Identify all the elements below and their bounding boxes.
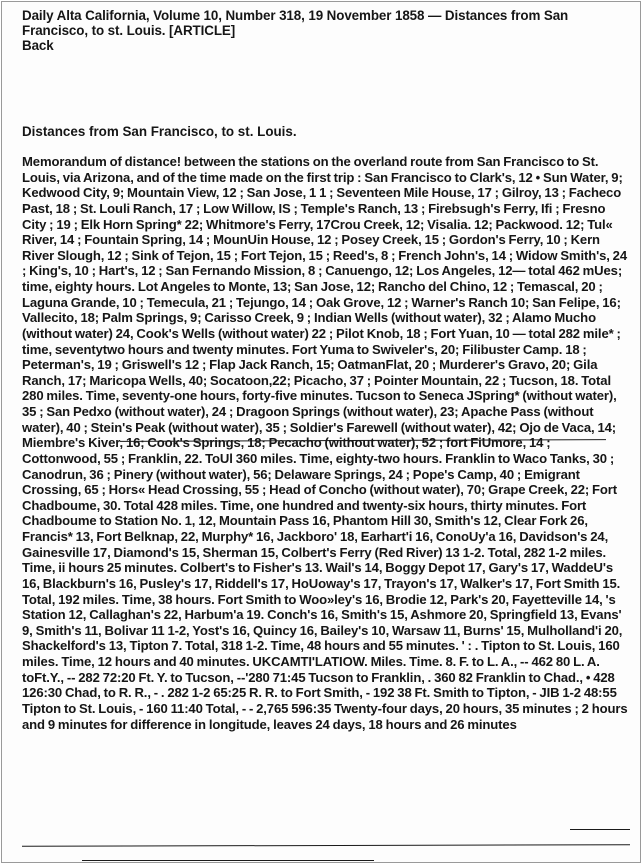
article-paragraph: Memorandum of distance! between the stations on the overland route from San Francisco to St. Louis, via Arizona, and of the time made on the first trip : San Francisco to Clark's, 12 • Sun Water, 9; Kedwood City, 9; Mountain View, 12 ; San Jose, 1 1 ; Seventeen Mile House, 17 ; Gilroy, 13 ; Facheco Past, 18 ; St. Louli Ranch, 17 ; Low Willow, IS ; Temple's Ranch, 13 ; Firebsugh's Ferry, Ifi ; Fresno City ; 19 ; Elk Horn Spring* 22; Whitmore's Ferry, 17Crou Creek, 12; Visalia. 12; Packwood. 12; Tul« River, 14 ; Fountain Spring, 14 ; MounUin House, 12 ; Posey Creek, 15 ; Gordon's Ferry, 10 ; Kern River Slough, 12 ; Sink of Tejon, 15 ; Fort Tejon, 15 ; Reed's, 8 ; French John's, 14 ; Widow Smith's, 24 ; King's, 10 ; Hart's, 12 ; San Fernando Mission, 8 ; Canuengo, 12; Los Angeles, 12— total 462 mUes; time, eighty hours. Lot Angeles to Monte, 13; San Jose, 12; Rancho del Chino, 12 ; Temascal, 20 ; Laguna Grande, 10 ; Temecula, 21 ; Tejungo, 14 ; Oak Grove, 12 ; Warner's Ranch 10; San Felipe, 16; Vallecito, 18; Palm Springs, 9; Carisso Creek, 9 ; Indian Wells (without water), 32 ; Alamo Mucho (without water) 24, Cook's Wells (without water) 22 ; Pilot Knob, 18 ; Fort Yuan, 10 — total 282 mile* ; time, seventytwo hours and twenty minutes. Fort Yuma to Swiveler's, 20; Filibuster Camp. 18 ; Peterman's, 19 ; Griswell's 12 ; Flap Jack Ranch, 15; OatmanFlat, 20 ; Murderer's Gravo, 20; Gila Ranch, 17; Maricopa Wells, 40; Socatoon,22; Picacho, 37 ; Pointer Mountain, 22 ; Tucson, 18. Total 280 miles. Time, seventy-one hours, forty-five minutes. Tucson to Seneca JSpring* (without water), 35 ; San Pedxo (without water), 24 ; Dragoon Springs (without water), 23; Apache Pass (without water), 40 ; Stein's Peak (without water), 35 ; Soldier's Farewell (without water), 42; Ojo de Vaca, 14; Miembre's Kiver, 16; Cook's Springs, 18; Pecacho (without water), 52 ; fort FiUmore, 14 ; Cottonwood, 55 ; Franklin, 22. ToUl 360 miles. Time, eighty-two hours. Franklin to Waco Tanks, 30 ; Canodrun, 36 ; Pinery (without water), 56; Delaware Springs, 24 ; Pope's Camp, 40 ; Emigrant Crossing, 65 ; Hors« Head Crossing, 55 ; Head of Concho (without water), 70; Grape Creek, 22; Fort Chadboume, 30. Total 428 miles. Time, one hundred and twenty-six hours, thirty minutes. Fort Chadboume to Station No. 1, 12, Mountain Pass 16, Phantom Hill 30, Smith's 12, Clear Fork 26, Francis* 13, Fort Belknap, 22, Murphy* 16, Jackboro' 18, Earhart'i 16, ConoUy'a 16, Davidson's 24, Gainesville 17, Diamond's 15, Sherman 15, Colbert's Ferry (Red River) 13 1-2. Total, 282 1-2 miles. Time, ii hours 25 minutes. Colbert's to Fisher's 13. Wail's 14, Boggy Depot 17, Gary's 17, WaddeU's 16, Blackburn's 16, Pusley's 17, Riddell's 17, HoUoway's 17, Trayon's 17, Walker's 17, Fort Smith 15. Total, 192 miles. Time, 38 hours. Fort Smith to Woo»ley's 16, Brodie 12, Park's 20, Fayetteville 14, 's Station 12, Callaghan's 22, Harbum'a 19. Conch's 16, Smith's 15, Ashmore 20, Springfield 13, Evans' 9, Smith's 11, Bolivar 11 1-2, Yost's 16, Quincy 16, Bailey's 10, Warsaw 11, Burns' 15, Mulholland'i 20, Shackelford's 13, Tipton 7. Total, 318 1-2. Time, 48 hours and 55 minutes. ' : . Tipton to St. Louis, 160 miles. Time, 12 hours and 40 minutes. UKCAMTI'LATIOW. Miles. Time. 8. F. to L. A., -- 462 80 L. A. toFt.Y., -- 282 72:20 Ft. Y. to Tucson, --'280 71:45 Tucson to Franklin, . 360 82 Franklin to Chad., • 428 126:30 Chad, to R. R., - . 282 1-2 65:25 R. R. to Fort Smith, - 192 38 Ft. Smith to Tipton, - JIB 1-2 48:55 Tipton to St. Louis, - 160 11:40 Total, - - 2,765 596:35 Twenty-four days, 20 hours, 35 minutes ; 2 hours and 9 minutes for difference in longitude, leaves 24 days, 18 hours and 26 minutes — [22, 154, 628, 732]
article-header — [22, 8, 632, 53]
handwritten-underline — [570, 829, 630, 830]
header-citation-line-1: Daily Alta California, Volume 10, Number 318, 19 November 1858 — Distances from San — [22, 8, 569, 23]
article-body — [22, 154, 632, 732]
article-title: Distances from San Francisco, to st. Louis. — [22, 124, 297, 139]
back-link[interactable]: Back — [22, 38, 54, 53]
page-frame — [1, 1, 641, 863]
header-citation-line-2: Francisco, to st. Louis. [ARTICLE] — [22, 23, 236, 38]
article-container — [22, 2, 632, 862]
handwritten-underline — [22, 844, 630, 847]
handwritten-underline — [82, 860, 374, 861]
